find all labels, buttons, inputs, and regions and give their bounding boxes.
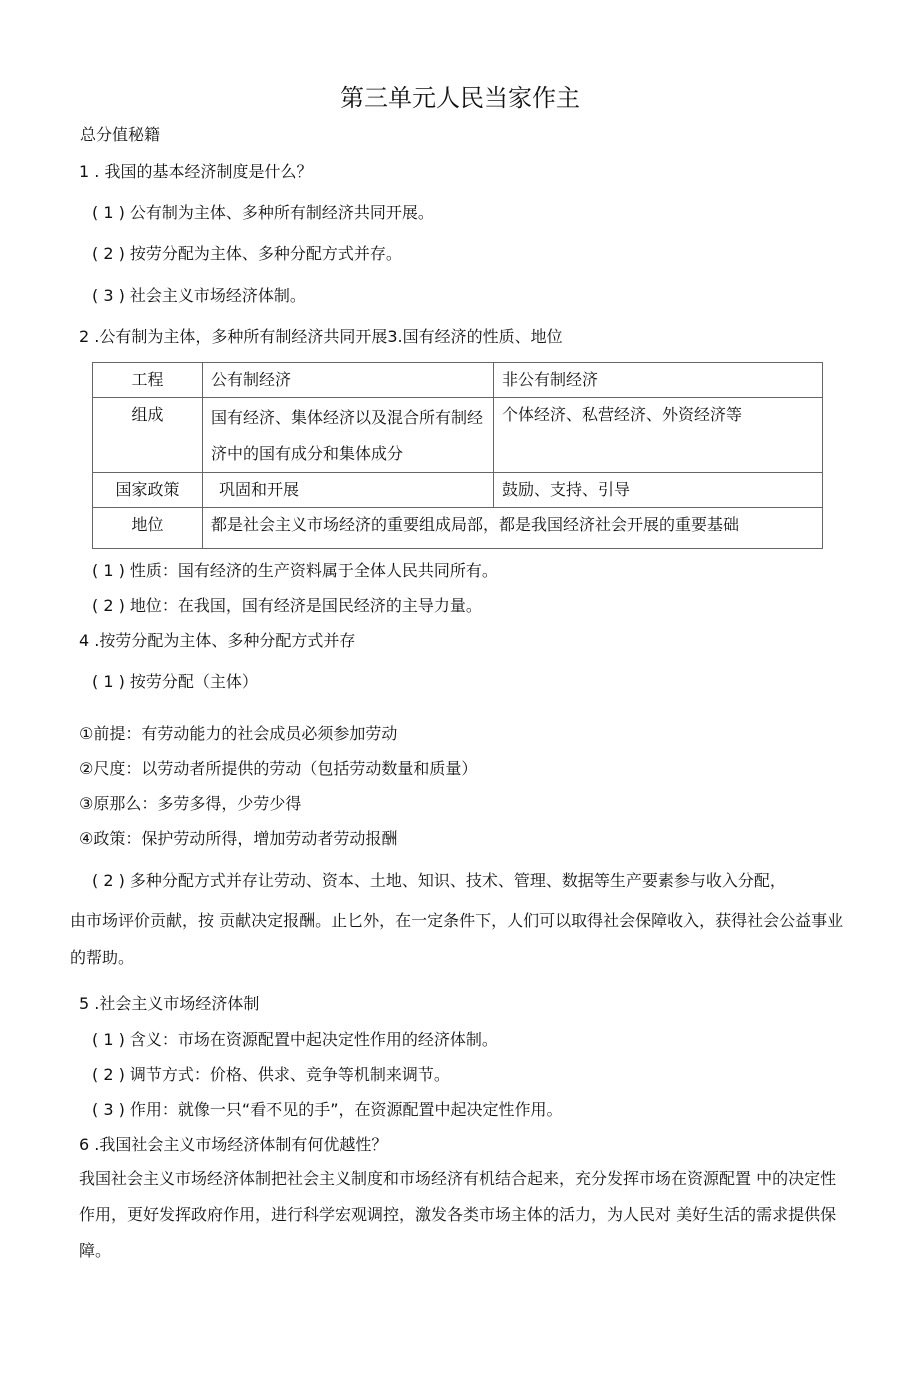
q4-sub2-first-line: ( 2 ) 多种分配方式并存让劳动、资本、土地、知识、技术、管理、数据等生产要素参与收入分配，: [92, 871, 786, 890]
table-cell: 个体经济、私营经济、外资经济等: [494, 398, 823, 473]
table-row: [93, 508, 823, 549]
q4-point: ③原那么：多劳多得，少劳少得: [79, 794, 302, 813]
table-header-row: [93, 363, 823, 398]
q1-item: ( 2 ) 按劳分配为主体、多种分配方式并存。: [92, 244, 402, 263]
q1-heading: 1 . 我国的基本经济制度是什么？: [79, 162, 313, 181]
q6-answer: 我国社会主义市场经济体制把社会主义制度和市场经济有机结合起来，充分发挥市场在资源配置 中的决定性作用，更好发挥政府作用，进行科学宏观调控，激发各类市场主体的活力，为人民对 美好生活的需求提供保障。: [79, 1169, 837, 1260]
table-cell: 都是社会主义市场经济的重要组成局部，都是我国经济社会开展的重要基础: [203, 508, 823, 549]
q1-item: ( 3 ) 社会主义市场经济体制。: [92, 286, 306, 305]
table-cell: 公有制经济: [203, 363, 494, 398]
q2-heading: 2 .公有制为主体，多种所有制经济共同开展3.国有经济的性质、地位: [79, 327, 563, 346]
q5-item: ( 2 ) 调节方式：价格、供求、竞争等机制来调节。: [92, 1065, 450, 1084]
subtitle: 总分值秘籍: [80, 125, 161, 144]
q4-point: ②尺度：以劳动者所提供的劳动（包括劳动数量和质量）: [79, 759, 478, 778]
q3-item: ( 1 ) 性质：国有经济的生产资料属于全体人民共同所有。: [92, 561, 498, 580]
q4-point: ①前提：有劳动能力的社会成员必须参加劳动: [79, 724, 398, 743]
q4-sub1: ( 1 ) 按劳分配（主体）: [92, 672, 258, 691]
table-cell: 鼓励、支持、引导: [494, 473, 823, 508]
q1-item: ( 1 ) 公有制为主体、多种所有制经济共同开展。: [92, 203, 434, 222]
table-cell: 国有经济、集体经济以及混合所有制经济中的国有成分和集体成分: [203, 398, 494, 473]
table-cell: 非公有制经济: [494, 363, 823, 398]
q3-item: ( 2 ) 地位：在我国，国有经济是国民经济的主导力量。: [92, 596, 482, 615]
q5-item: ( 1 ) 含义：市场在资源配置中起决定性作用的经济体制。: [92, 1030, 498, 1049]
q5-item: ( 3 ) 作用：就像一只“看不见的手”，在资源配置中起决定性作用。: [92, 1100, 563, 1119]
table-cell: 国家政策: [93, 473, 203, 508]
page-title: 第三单元人民当家作主: [340, 84, 580, 112]
table-cell: 巩固和开展: [203, 473, 494, 508]
economy-table: [92, 362, 823, 549]
table-row: [93, 398, 823, 473]
table-row: [93, 473, 823, 508]
q4-point: ④政策：保护劳动所得，增加劳动者劳动报酬: [79, 829, 398, 848]
table-cell: 组成: [93, 398, 203, 473]
table-cell: 工程: [93, 363, 203, 398]
q6-heading: 6 .我国社会主义市场经济体制有何优越性？: [79, 1135, 388, 1154]
q4-sub2-body: 由市场评价贡献，按 贡献决定报酬。止匕外，在一定条件下，人们可以取得社会保障收入，获得社会公益事业的帮助。: [70, 911, 844, 967]
q5-heading: 5 .社会主义市场经济体制: [79, 994, 260, 1013]
q4-heading: 4 .按劳分配为主体、多种分配方式并存: [79, 631, 356, 650]
table-cell: 地位: [93, 508, 203, 549]
